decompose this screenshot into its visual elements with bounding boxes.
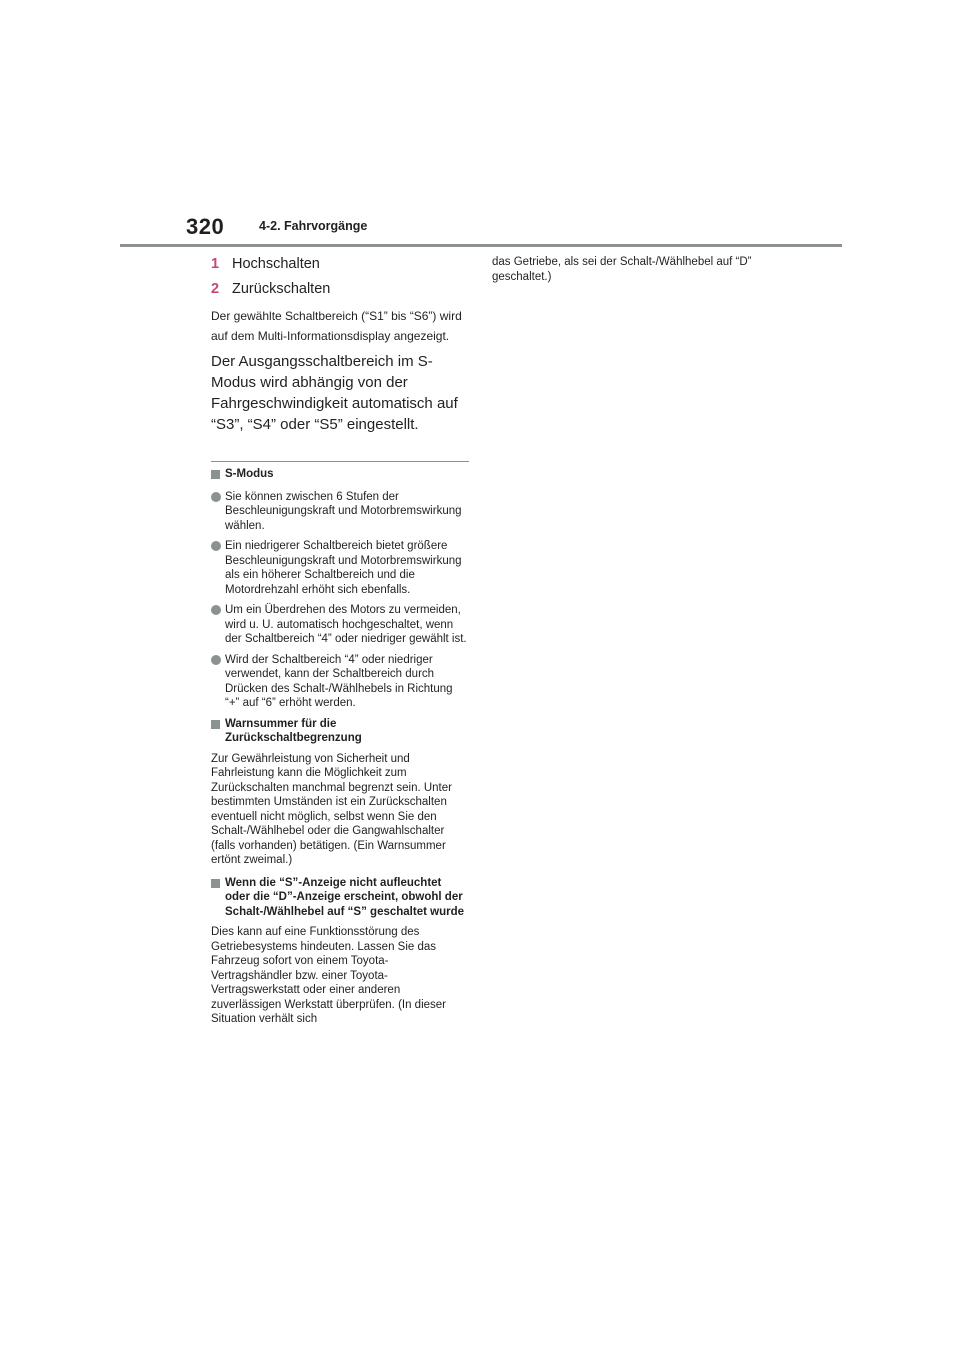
small-note: Der gewählte Schaltbereich (“S1” bis “S6”) wird auf dem Multi-Informationsdisplay angezeigt. [211, 309, 462, 343]
numbered-item-2 [211, 280, 469, 298]
heading-s-anzeige [211, 876, 469, 920]
bullet-text: Wird der Schaltbereich “4” oder niedriger verwendet, kann der Schaltbereich durch Drücken des Schalt-/Wählhebels in Richtung “+” auf “6” erhöht werden. [225, 653, 453, 709]
left-column [211, 255, 469, 1035]
circle-bullet-icon [211, 541, 221, 551]
bullet-item [211, 490, 469, 534]
heading-s-modus [211, 467, 469, 482]
page-number: 320 [186, 214, 225, 239]
circle-bullet-icon [211, 605, 221, 615]
item-number: 1 [211, 256, 220, 272]
heading-text: Warnsummer für die Zurückschaltbegrenzung [225, 717, 362, 744]
bullet-text: Um ein Überdrehen des Motors zu vermeiden, wird u. U. automatisch hochgeschaltet, wenn der Schaltbereich “4” oder niedriger gewählt ist. [225, 604, 467, 645]
right-column [492, 255, 752, 284]
bullet-text: Sie können zwischen 6 Stufen der Beschleunigungskraft und Motorbremswirkung wählen. [225, 490, 462, 532]
s-anzeige-text: Dies kann auf eine Funktionsstörung des Getriebesystems hindeuten. Lassen Sie das Fahrzeug sofort von einem Toyota-Vertragshändler bzw. einer Toyota-Vertragswerkstatt oder einer anderen zuverlässigen Werkstatt überprüfen. (In dieser Situation verhält sich [211, 926, 447, 1025]
item-label: Hochschalten [232, 256, 320, 272]
continued-text: das Getriebe, als sei der Schalt-/Wählhebel auf “D” geschaltet.) [492, 256, 752, 283]
heading-warnsummer [211, 717, 469, 746]
numbered-item-1 [211, 255, 469, 273]
square-bullet-icon [211, 470, 220, 479]
heading-text: S-Modus [225, 468, 274, 480]
square-bullet-icon [211, 720, 220, 729]
item-number: 2 [211, 281, 220, 297]
section-divider [211, 461, 469, 462]
large-note: Der Ausgangsschaltbereich im S-Modus wird abhängig von der Fahrgeschwindigkeit automatisch auf “S3”, “S4” oder “S5” eingestellt. [211, 353, 458, 433]
header-rule [120, 244, 842, 247]
warnsummer-text: Zur Gewährleistung von Sicherheit und Fahrleistung kann die Möglichkeit zum Zurückschalten manchmal begrenzt sein. Unter bestimmten Umständen ist ein Zurückschalten eventuell nicht möglich, selbst wenn Sie den Schalt-/Wählhebel oder die Gangwahlschalter (falls vorhanden) betätigen. (Ein Warnsummer ertönt zweimal.) [211, 752, 452, 866]
square-bullet-icon [211, 879, 220, 888]
bullet-text: Ein niedrigerer Schaltbereich bietet größere Beschleunigungskraft und Motorbremswirkung als ein höherer Schaltbereich und die Motordrehzahl erhöht sich ebenfalls. [225, 540, 462, 596]
bullet-item [211, 603, 469, 647]
circle-bullet-icon [211, 655, 221, 665]
section-title: 4-2. Fahrvorgänge [259, 219, 368, 233]
bullet-item [211, 653, 469, 711]
bullet-item [211, 539, 469, 597]
item-label: Zurückschalten [232, 281, 331, 297]
circle-bullet-icon [211, 492, 221, 502]
heading-text: Wenn die “S”-Anzeige nicht aufleuchtet oder die “D”-Anzeige erscheint, obwohl der Schalt-/Wählhebel auf “S” geschaltet wurde [225, 876, 464, 918]
